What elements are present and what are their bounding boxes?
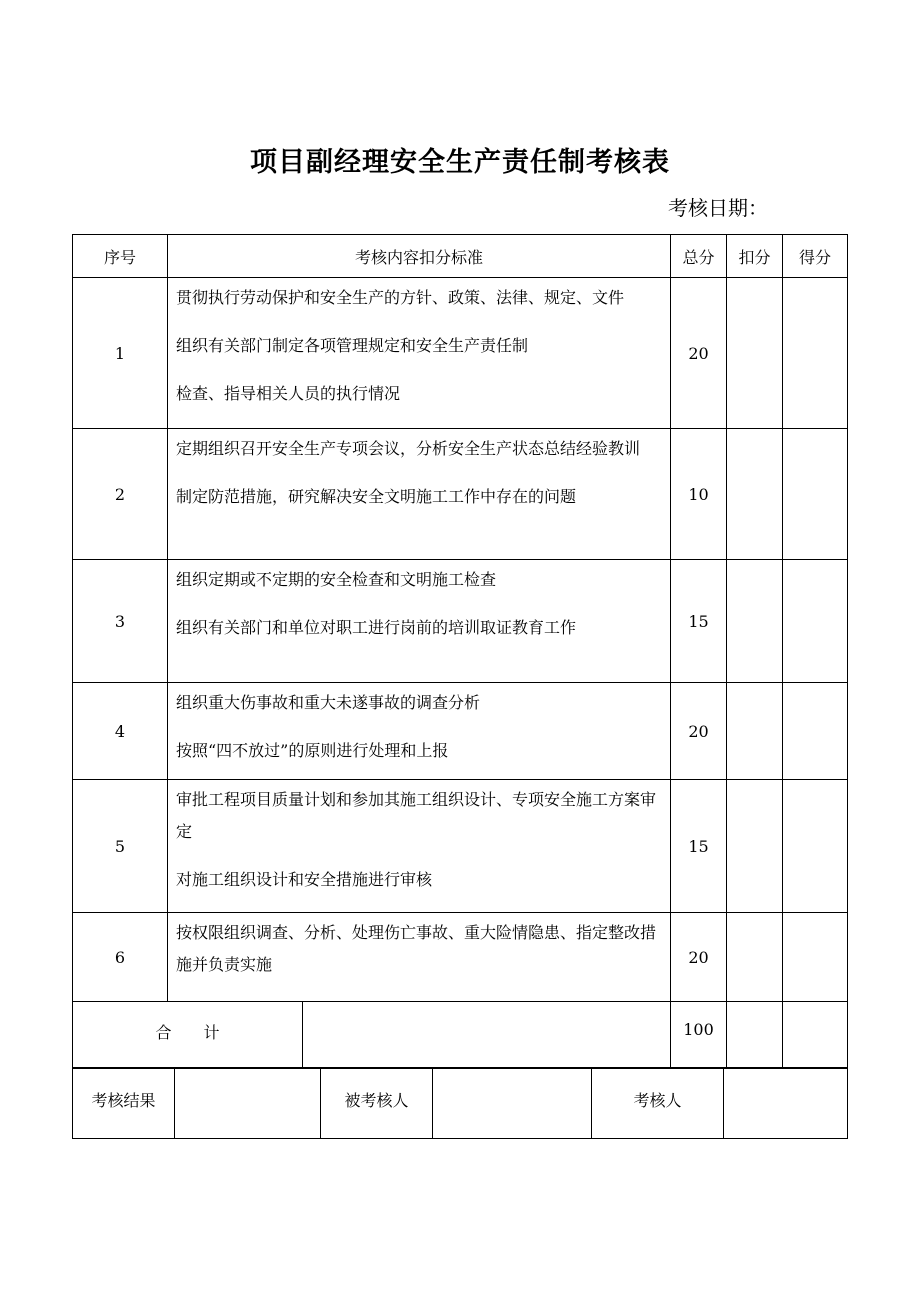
table-row [73, 913, 848, 1002]
row-total: 20 [671, 278, 727, 429]
row-deduct[interactable] [727, 278, 783, 429]
header-total: 总分 [671, 235, 727, 278]
assessment-date-label: 考核日期： [668, 196, 768, 220]
assessment-result-field[interactable] [175, 1068, 321, 1139]
content-line: 定期组织召开安全生产专项会议，分析安全生产状态总结经验教训 [176, 439, 641, 458]
content-line: 组织定期或不定期的安全检查和文明施工检查 [176, 570, 497, 589]
header-content: 考核内容扣分标准 [168, 235, 671, 278]
row-seq: 3 [73, 560, 168, 683]
content-line: 按权限组织调查、分析、处理伤亡事故、重大险情隐患、指定整改措施并负责实施 [176, 923, 657, 974]
document-title: 项目副经理安全生产责任制考核表 [250, 147, 670, 178]
assessment-result-label: 考核结果 [73, 1068, 175, 1139]
row-total: 20 [671, 683, 727, 780]
content-line: 组织重大伤事故和重大未遂事故的调查分析 [176, 693, 481, 712]
row-content [168, 780, 671, 913]
content-line: 组织有关部门和单位对职工进行岗前的培训取证教育工作 [176, 618, 577, 637]
table-row [73, 683, 848, 780]
content-line: 贯彻执行劳动保护和安全生产的方针、政策、法律、规定、文件 [176, 288, 625, 307]
row-content [168, 278, 671, 429]
sum-score[interactable] [783, 1002, 848, 1069]
row-score[interactable] [783, 780, 848, 913]
row-score[interactable] [783, 683, 848, 780]
sum-total: 100 [671, 1002, 727, 1069]
row-deduct[interactable] [727, 560, 783, 683]
content-line: 组织有关部门制定各项管理规定和安全生产责任制 [176, 336, 529, 355]
row-content [168, 683, 671, 780]
row-content [168, 560, 671, 683]
row-score[interactable] [783, 278, 848, 429]
sum-label: 合 计 [73, 1002, 303, 1069]
table-row [73, 780, 848, 913]
sum-deduct[interactable] [727, 1002, 783, 1069]
row-deduct[interactable] [727, 683, 783, 780]
content-line: 审批工程项目质量计划和参加其施工组织设计、专项安全施工方案审定 [176, 790, 657, 841]
row-content [168, 913, 671, 1002]
content-line: 检查、指导相关人员的执行情况 [176, 384, 401, 403]
table-row [73, 429, 848, 560]
assessment-table [72, 234, 848, 1069]
assessor-label: 考核人 [592, 1068, 724, 1139]
assessor-field[interactable] [724, 1068, 848, 1139]
header-deduct: 扣分 [727, 235, 783, 278]
row-deduct[interactable] [727, 780, 783, 913]
content-line: 制定防范措施，研究解决安全文明施工工作中存在的问题 [176, 487, 577, 506]
row-total: 20 [671, 913, 727, 1002]
row-seq: 2 [73, 429, 168, 560]
content-line: 按照“四不放过”的原则进行处理和上报 [176, 741, 449, 760]
row-total: 10 [671, 429, 727, 560]
signature-table [72, 1067, 848, 1139]
row-seq: 6 [73, 913, 168, 1002]
assessee-label: 被考核人 [321, 1068, 433, 1139]
row-total: 15 [671, 780, 727, 913]
header-score: 得分 [783, 235, 848, 278]
row-deduct[interactable] [727, 429, 783, 560]
row-deduct[interactable] [727, 913, 783, 1002]
table-row [73, 278, 848, 429]
sum-row [73, 1002, 848, 1069]
table-row [73, 560, 848, 683]
row-seq: 1 [73, 278, 168, 429]
assessee-field[interactable] [433, 1068, 592, 1139]
content-line: 对施工组织设计和安全措施进行审核 [176, 870, 433, 889]
signature-row [73, 1068, 848, 1139]
header-seq: 序号 [73, 235, 168, 278]
row-seq: 4 [73, 683, 168, 780]
row-content [168, 429, 671, 560]
row-score[interactable] [783, 913, 848, 1002]
sum-content [303, 1002, 671, 1069]
row-seq: 5 [73, 780, 168, 913]
row-total: 15 [671, 560, 727, 683]
header-row [73, 235, 848, 278]
row-score[interactable] [783, 560, 848, 683]
row-score[interactable] [783, 429, 848, 560]
